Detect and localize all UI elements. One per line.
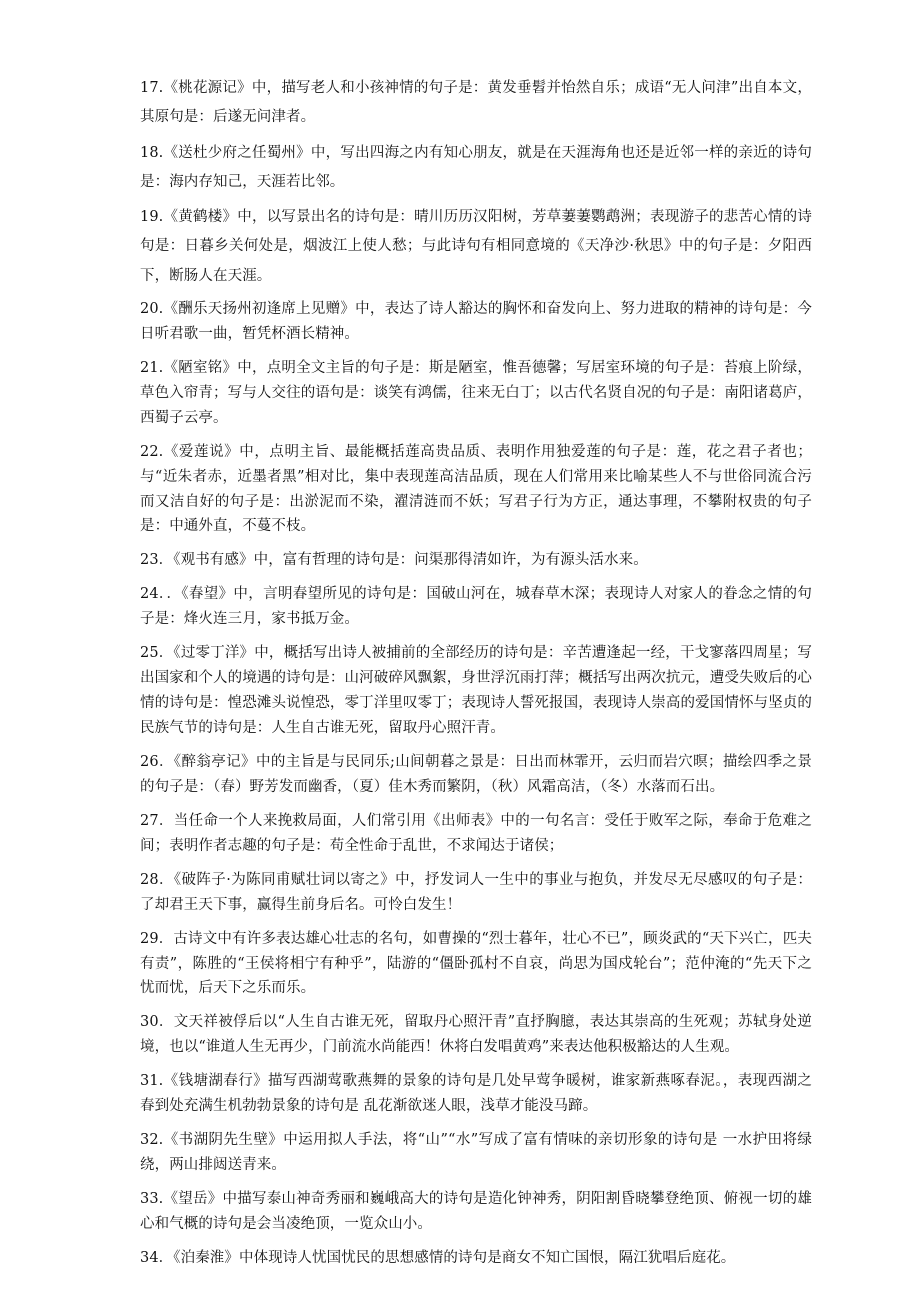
item-21: 21.《陋室铭》中，点明全文主旨的句子是：斯是陋室，惟吾德馨；写居室环境的句子是：苔痕上阶绿，草色入帘青；写与人交往的语句是：谈笑有鸿儒，往来无白丁；以古代名贤自况的句子是：南阳诸葛庐，西蜀子云亭。 (140, 359, 812, 426)
item-19: 19.《黄鹤楼》中，以写景出名的诗句是：晴川历历汉阳树，芳草萋萋鹦鹉洲；表现游子的悲苦心情的诗句是：日暮乡关何处是，烟波江上使人愁；与此诗句有相同意境的《天净沙·秋思》中的句子是：夕阳西下，断肠人在天涯。 (140, 209, 812, 284)
item-22: 22.《爱莲说》中，点明主旨、最能概括莲高贵品质、表明作用独爱莲的句子是：莲，花之君子者也；与“近朱者赤，近墨者黑”相对比，集中表现莲高洁品质，现在人们常用来比喻某些人不与世俗同流合污而又洁自好的句子是：出淤泥而不染，濯清涟而不妖；写君子行为方正，通达事理，不攀附权贵的句子是：中通外直，不蔓不枝。 (140, 443, 812, 535)
item-24: 24．．《春望》中，言明春望所见的诗句是：国破山河在，城春草木深；表现诗人对家人的眷念之情的句子是：烽火连三月，家书抵万金。 (140, 586, 812, 628)
item-31: 31.《钱塘湖春行》描写西湖莺歌燕舞的景象的诗句是几处早莺争暖树，谁家新燕啄春泥。，表现西湖之春到处充满生机勃勃景象的诗句是 乱花渐欲迷人眼，浅草才能没马蹄。 (140, 1073, 812, 1115)
item-27: 27．当任命一个人来挽救局面，人们常引用《出师表》中的一句名言：受任于败军之际，奉命于危难之间；表明作者志趣的句子是：苟全性命于乱世，不求闻达于诸侯； (140, 812, 812, 854)
item-28: 28．《破阵子·为陈同甫赋壮词以寄之》中，抒发词人一生中的事业与抱负，并发尽无尽感叹的句子是：了却君王天下事，赢得生前身后名。可怜白发生！ (140, 871, 812, 913)
item-34: 34．《泊秦淮》中体现诗人忧国忧民的思想感情的诗句是商女不知亡国恨，隔江犹唱后庭花。 (140, 1249, 736, 1266)
item-23: 23．《观书有感》中，富有哲理的诗句是：问渠那得清如许，为有源头活水来。 (140, 552, 648, 569)
item-30: 30．文天祥被俘后以“人生自古谁无死，留取丹心照汗青”直抒胸臆，表达其崇高的生死观；苏轼身处逆境，也以“谁道人生无再少，门前流水尚能西！休将白发唱黄鸡”来表达他积极豁达的人生观。 (140, 1014, 812, 1056)
document-page (140, 74, 812, 1271)
item-32: 32.《书湖阴先生壁》中运用拟人手法，将“山”“水”写成了富有情味的亲切形象的诗句是 一水护田将绿绕，两山排闼送青来。 (140, 1132, 812, 1174)
item-17: 17.《桃花源记》中，描写老人和小孩神情的句子是：黄发垂髫并怡然自乐；成语“无人问津”出自本文，其原句是：后遂无问津者。 (140, 80, 812, 126)
item-25: 25．《过零丁洋》中，概括写出诗人被捕前的全部经历的诗句是：辛苦遭逢起一经，干戈寥落四周星；写出国家和个人的境遇的诗句是：山河破碎风飘絮，身世浮沉雨打萍；概括写出两次抗元，遭受失败后的心情的诗句是：惶恐滩头说惶恐，零丁洋里叹零丁；表现诗人誓死报国，表现诗人崇高的爱国情怀与坚贞的民族气节的诗句是：人生自古谁无死，留取丹心照汗青。 (140, 645, 812, 737)
item-18: 18.《送杜少府之任蜀州》中，写出四海之内有知心朋友，就是在天涯海角也还是近邻一样的亲近的诗句是：海内存知己，天涯若比邻。 (140, 144, 812, 190)
item-20: 20.《酬乐天扬州初逢席上见赠》中，表达了诗人豁达的胸怀和奋发向上、努力进取的精神的诗句是：今日听君歌一曲，暂凭杯酒长精神。 (140, 300, 812, 342)
item-29: 29．古诗文中有许多表达雄心壮志的名句，如曹操的“烈士暮年，壮心不已”，顾炎武的“天下兴亡，匹夫有责”，陈胜的“王侯将相宁有种乎”，陆游的“僵卧孤村不自哀，尚思为国戍轮台”；范仲淹的“先天下之忧而忧，后天下之乐而乐。 (140, 930, 812, 997)
item-26: 26．《醉翁亭记》中的主旨是与民同乐;山间朝暮之景是：日出而林霏开，云归而岩穴暝；描绘四季之景的句子是：（春）野芳发而幽香，（夏）佳木秀而繁阴，（秋）风霜高洁，（冬）水落而石出。 (140, 753, 812, 795)
item-33: 33.《望岳》中描写泰山神奇秀丽和巍峨高大的诗句是造化钟神秀，阴阳割昏晓攀登绝顶、俯视一切的雄心和气概的诗句是会当凌绝顶，一览众山小。 (140, 1191, 812, 1232)
